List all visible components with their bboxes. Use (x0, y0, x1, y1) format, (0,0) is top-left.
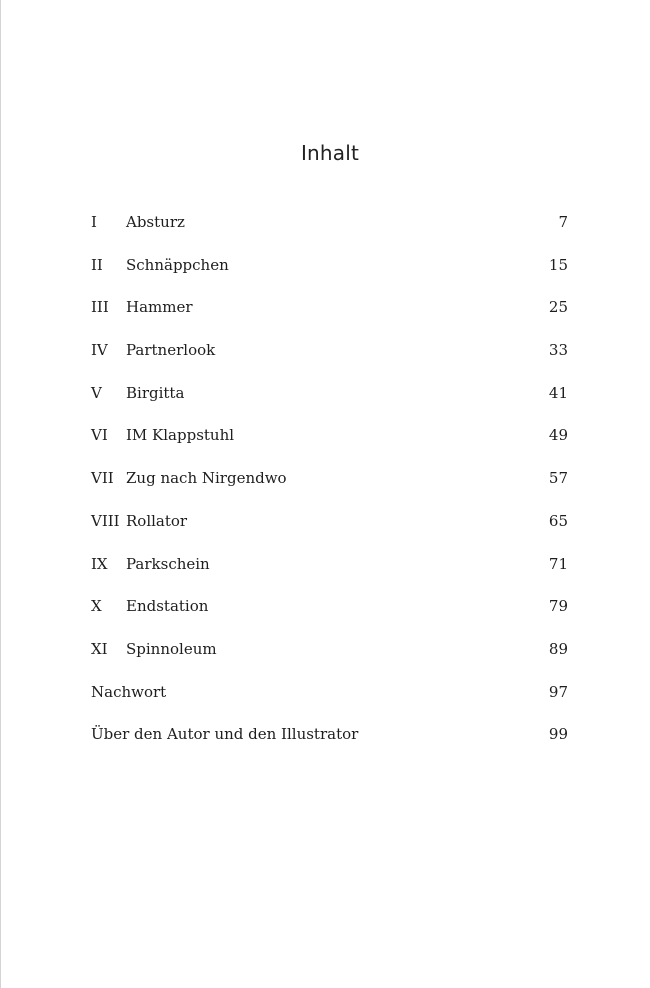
chapter-number: I (91, 213, 97, 231)
chapter-title: Birgitta (126, 383, 185, 402)
toc-entry-5 (91, 380, 568, 423)
chapter-title: Parkschein (126, 554, 210, 573)
page-number: 97 (548, 682, 568, 701)
page-number: 25 (548, 298, 568, 317)
page-number: 49 (548, 426, 568, 445)
chapter-number: III (91, 298, 109, 317)
section-title: Nachwort (91, 682, 167, 701)
page-number: 71 (548, 554, 568, 573)
toc-entry-7 (91, 465, 568, 508)
chapter-title: IM Klappstuhl (126, 426, 235, 445)
toc-entry-1 (91, 209, 568, 252)
table-of-contents (91, 209, 568, 764)
chapter-number: VI (91, 426, 108, 445)
toc-entry-3 (91, 294, 568, 337)
toc-entry-4 (91, 337, 568, 380)
chapter-title: Spinnoleum (126, 639, 217, 658)
toc-entry-10 (91, 593, 568, 636)
toc-entry-2 (91, 252, 568, 295)
chapter-number: V (91, 383, 102, 402)
page-number: 7 (558, 213, 568, 231)
chapter-title: Absturz (126, 213, 185, 231)
chapter-title: Hammer (126, 298, 193, 317)
toc-entry-9 (91, 551, 568, 594)
page-title: Inhalt (300, 141, 360, 165)
page-number: 41 (548, 383, 568, 402)
chapter-number: IV (91, 341, 108, 360)
chapter-number: XI (91, 639, 108, 658)
chapter-title: Endstation (126, 597, 209, 616)
toc-entry-8 (91, 508, 568, 551)
chapter-title: Schnäppchen (126, 255, 229, 274)
chapter-number: IX (91, 554, 108, 573)
page-number: 79 (548, 597, 568, 616)
chapter-title: Partnerlook (126, 341, 216, 360)
section-title: Über den Autor und den Illustrator (91, 725, 359, 744)
toc-entry-about (91, 721, 568, 764)
toc-entry-nachwort (91, 679, 568, 722)
chapter-title: Zug nach Nirgendwo (126, 469, 287, 488)
page-number: 65 (548, 511, 568, 530)
page-number: 15 (548, 255, 568, 274)
chapter-number: X (91, 597, 102, 616)
page-number: 33 (548, 341, 568, 360)
chapter-number: VIII (91, 511, 120, 530)
page-number: 57 (548, 469, 568, 488)
toc-entry-11 (91, 636, 568, 679)
chapter-number: II (91, 255, 103, 274)
toc-entry-6 (91, 422, 568, 465)
page-number: 89 (548, 639, 568, 658)
page-number: 99 (548, 725, 568, 744)
chapter-title: Rollator (126, 511, 188, 530)
chapter-number: VII (91, 469, 114, 488)
